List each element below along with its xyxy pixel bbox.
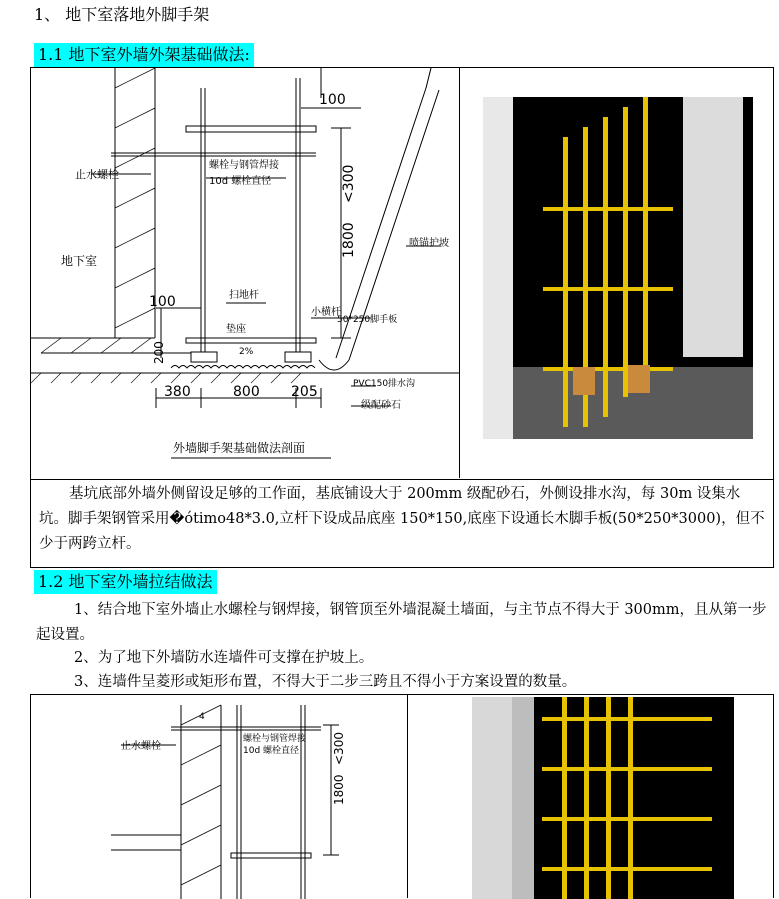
tie-item-1: 1、结合地下室外墙止水螺栓与钢焊接，钢管顶至外墙混凝土墙面，与主节点不得大于 300mm，且从第一步起设置。 [36, 602, 767, 643]
tie-item-3: 3、连墙件呈菱形或矩形布置，不得大于二步三跨且不得小于方案设置的数量。 [74, 674, 577, 690]
tie-label-mark: 4 [199, 712, 205, 722]
dim-top: 100 [319, 92, 346, 108]
tie-label-weld-note-2: 10d 螺栓直径 [243, 746, 300, 756]
label-basement: 地下室 [61, 254, 98, 268]
dim-height: 1800 [341, 222, 357, 258]
label-small-cross: 小横杆 [311, 307, 341, 318]
label-slope: 喷锚护坡 [409, 238, 449, 249]
tie-label-water-bolt: 止水螺栓 [121, 741, 161, 752]
foundation-description: 基坑底部外墙外侧留设足够的工作面，基底铺设大于 200mm 级配砂石，外侧设排水沟，每 30m 设集水坑。脚手架钢管采用�ótimo48*3.0,立杆下设成品底座 150*150,底座下设通长木脚手板(50*250*3000)，但不少于两跨立杆。 [39, 486, 765, 552]
label-weld-note-2: 10d 螺栓直径 [209, 176, 272, 187]
label-slope-mark: 2% [239, 347, 254, 357]
dim-d1: 380 [164, 384, 191, 400]
drawing-caption: 外墙脚手架基础做法剖面 [173, 441, 306, 455]
section-1-2-title: 1.2 地下室外墙拉结做法 [34, 570, 217, 594]
tie-section-drawing [31, 695, 407, 899]
tie-dim-height: 1800 [332, 774, 346, 805]
label-water-bolt: 止水螺栓 [75, 168, 119, 181]
section-1-1-title: 1.1 地下室外墙外架基础做法: [34, 43, 254, 67]
tie-3d-render [472, 697, 734, 899]
foundation-section-drawing [31, 68, 459, 479]
label-drain: PVC150排水沟 [353, 379, 416, 389]
dim-step: <300 [341, 164, 357, 203]
foundation-3d-render [483, 97, 753, 439]
page-heading: 1、 地下室落地外脚手架 [34, 5, 210, 24]
label-base-pad: 垫座 [226, 324, 246, 335]
dim-d3: 205 [291, 384, 318, 400]
tie-table [30, 694, 774, 898]
label-gravel: 级配砂石 [361, 400, 401, 411]
tie-label-weld-note-1: 螺栓与钢管焊接 [243, 734, 307, 744]
label-sweep-rod: 扫地杆 [229, 290, 259, 301]
dim-left-offset: 100 [149, 294, 176, 310]
dim-d2: 800 [233, 384, 260, 400]
foundation-table [30, 67, 774, 568]
dim-base-h: 200 [152, 341, 166, 364]
label-weld-note-1: 螺栓与钢管焊接 [209, 160, 279, 171]
tie-dim-step: <300 [332, 732, 346, 765]
tie-item-2: 2、为了地下外墙防水连墙件可支撑在护坡上。 [74, 650, 374, 666]
label-plank: 50*250脚手板 [337, 315, 398, 325]
